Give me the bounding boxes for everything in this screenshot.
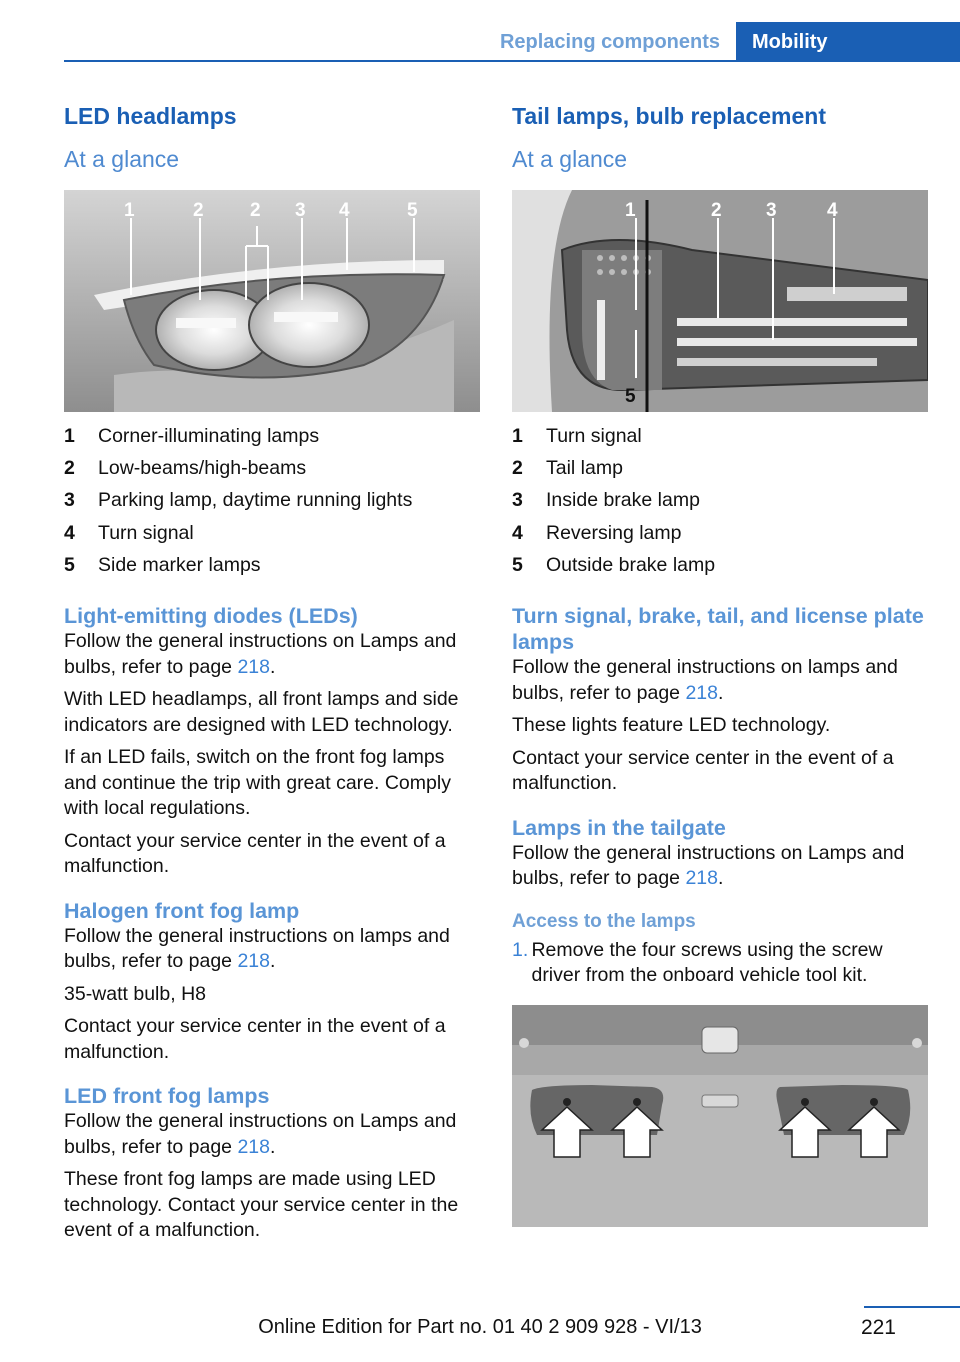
header-rule	[64, 60, 960, 62]
headlamp-legend	[64, 420, 480, 581]
callout-1: 1	[124, 200, 135, 221]
page-ref-link[interactable]: 218	[685, 867, 718, 890]
callout-5: 5	[625, 386, 636, 407]
turn-paragraph-2: These lights feature LED technology.	[512, 714, 831, 737]
callout-2b: 2	[250, 200, 261, 221]
right-at-a-glance: At a glance	[512, 146, 628, 172]
page-ref-link[interactable]: 218	[237, 655, 270, 678]
legend-item: 3 Inside brake lamp	[512, 489, 700, 512]
footer-rule	[864, 1306, 960, 1308]
headlamp-illustration	[64, 190, 480, 412]
callout-3: 3	[295, 200, 306, 221]
page-ref-link[interactable]: 218	[237, 1135, 270, 1158]
step-item: 1. Remove the four screws using the screw driver from the onboard vehicle tool kit.	[512, 938, 883, 987]
edition-note: Online Edition for Part no. 01 40 2 909 928 - VI/13	[258, 1316, 702, 1338]
halogen-paragraph-1: Follow the general instructions on lamps and bulbs, refer to page 218.	[64, 924, 450, 973]
page-header	[64, 22, 960, 62]
left-column	[64, 98, 480, 1251]
left-at-a-glance: At a glance	[64, 146, 180, 172]
legend-item: 4 Reversing lamp	[512, 521, 682, 544]
callout-3: 3	[766, 200, 777, 221]
led-paragraph-2: With LED headlamps, all front lamps and side indicators are designed with LED technology.	[64, 688, 459, 736]
callout-1: 1	[625, 200, 636, 221]
led-heading: Light-emitting diodes (LEDs)	[64, 604, 358, 629]
legend-item: 3 Parking lamp, daytime running lights	[64, 489, 413, 512]
tail-lamp-illustration	[512, 190, 928, 412]
led-headlamps-title: LED headlamps	[64, 103, 237, 129]
tailgate-heading: Lamps in the tailgate	[512, 815, 726, 840]
ledfog-paragraph-2: These front fog lamps are made using LED technology. Contact your service center in the event of a malfunction.	[64, 1168, 459, 1242]
halogen-heading: Halogen front fog lamp	[64, 898, 300, 923]
steps-list	[512, 938, 928, 989]
legend-item: 5 Outside brake lamp	[512, 553, 716, 576]
turn-paragraph-3: Contact your service center in the event of a malfunction.	[512, 746, 894, 795]
legend-item: 5 Side marker lamps	[64, 553, 261, 576]
tailgate-screws-illustration	[512, 1005, 928, 1227]
legend-item: 1 Turn signal	[512, 425, 642, 447]
chapter-tab: Mobility	[736, 22, 960, 62]
ledfog-heading: LED front fog lamps	[64, 1084, 270, 1109]
tailgate-paragraph-1: Follow the general instructions on Lamps and bulbs, refer to page 218.	[512, 841, 905, 890]
access-heading: Access to the lamps	[512, 910, 696, 932]
page-number: 221	[860, 1316, 896, 1339]
led-paragraph-4: Contact your service center in the event of a malfunction.	[64, 829, 446, 878]
ledfog-paragraph-1: Follow the general instructions on Lamps and bulbs, refer to page 218.	[64, 1110, 457, 1158]
led-paragraph-3: If an LED fails, switch on the front fog lamps and continue the trip with great care. Comply with local regulations.	[64, 746, 451, 820]
legend-item: 1 Corner-illuminating lamps	[64, 425, 320, 447]
callout-4: 4	[827, 200, 838, 221]
legend-item: 2 Low-beams/high-beams	[64, 457, 307, 480]
page-ref-link[interactable]: 218	[237, 950, 270, 973]
page-ref-link[interactable]: 218	[685, 681, 718, 704]
tail-lamps-title: Tail lamps, bulb replacement	[512, 103, 826, 129]
callout-4: 4	[339, 200, 350, 221]
right-column	[512, 98, 928, 1235]
led-paragraph-1: Follow the general instructions on Lamps and bulbs, refer to page 218.	[64, 630, 457, 678]
legend-item: 4 Turn signal	[64, 521, 194, 544]
legend-item: 2 Tail lamp	[512, 457, 623, 480]
callout-2a: 2	[193, 200, 204, 221]
callout-5: 5	[407, 200, 418, 221]
halogen-paragraph-3: Contact your service center in the event of a malfunction.	[64, 1015, 446, 1063]
halogen-paragraph-2: 35-watt bulb, H8	[64, 982, 206, 1005]
turn-signal-heading: Turn signal, brake, tail, and license plate lamps	[512, 604, 924, 655]
tail-lamp-legend	[512, 420, 928, 581]
turn-paragraph-1: Follow the general instructions on lamps and bulbs, refer to page 218.	[512, 656, 898, 704]
callout-2: 2	[711, 200, 722, 221]
section-title: Replacing components	[499, 31, 720, 53]
